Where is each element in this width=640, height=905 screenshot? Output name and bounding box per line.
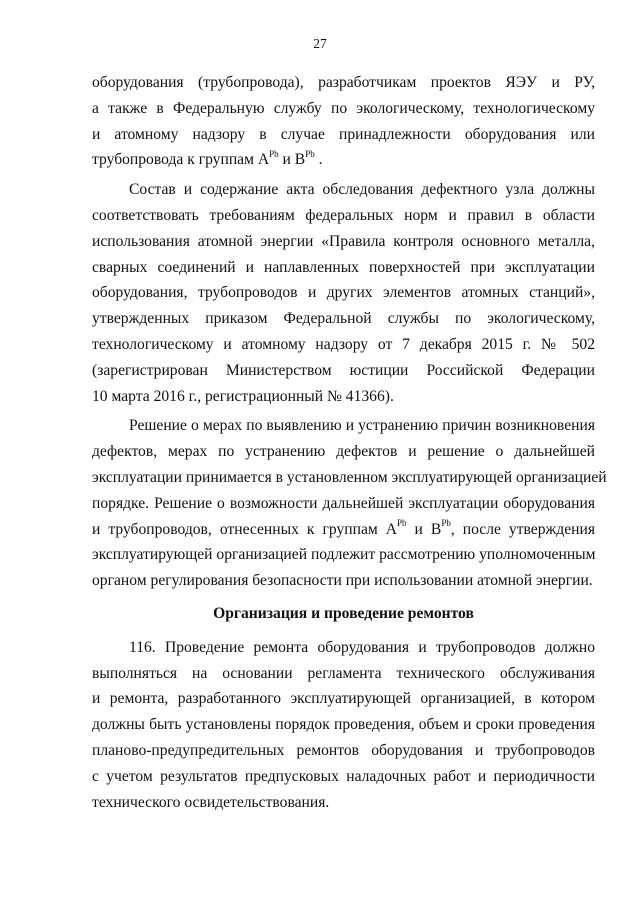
superscript: Pb [305,149,315,160]
superscript: Pb [441,518,451,529]
superscript: Pb [269,149,279,160]
text-line: сварных соединений и наплавленных поверхностей при эксплуатации [92,258,595,276]
text-line: выполняться на основании регламента технического обслуживания [92,664,595,682]
text-line: технологическому и атомному надзору от 7 декабря 2015 г. № 502 [92,335,595,353]
text-line: 116. Проведение ремонта оборудования и трубопроводов должно [129,638,595,656]
text-line: трубопровода к группам $A^{Pb}$ и $B^{Pb}$ . [92,149,323,169]
text-line: дефектов, мерах по устранению дефектов и решение о дальнейшей [92,443,595,461]
text-line: Состав и содержание акта обследования дефектного узла должны [129,181,595,199]
text-line: должны быть установлены порядок проведения, объем и сроки проведения [92,716,595,734]
text-line: планово-предупредительных ремонтов оборудования и трубопроводов [92,741,595,759]
text-line: использования атомной энергии «Правила контроля основного металла, [92,232,595,250]
text-line: (зарегистрирован Министерством юстиции Российской Федерации [92,361,595,379]
text-line: эксплуатации принимается в установленном эксплуатирующей организацией [92,468,607,486]
text-line: оборудования, трубопроводов и других элементов атомных станций», [92,284,595,302]
text-line: органом регулирования безопасности при использовании атомной энергии. [92,572,593,590]
text-line: технического освидетельствования. [92,793,330,811]
text-line: Решение о мерах по выявлению и устранению причин возникновения [129,417,595,435]
text-line: а также в Федеральную службу по экологическому, технологическому [92,99,595,117]
paragraph [92,177,595,409]
superscript: Pb [397,518,407,529]
paragraph [92,413,607,594]
paragraph [92,635,595,816]
text-line: оборудования (трубопровода), разработчикам проектов ЯЭУ и РУ, [92,74,595,91]
text-line: с учетом результатов предпусковых наладочных работ и периодичности [92,767,595,785]
text-line: и трубопроводов, отнесенных к группам $A^{Pb}$ и $B^{Pb}$, после утверждения [92,518,595,538]
page-number: 27 [313,36,327,51]
text-line: утвержденных приказом Федеральной службы по экологическому, [92,310,595,328]
text-line: эксплуатирующей организацией подлежит рассмотрению уполномоченным [92,546,596,564]
text-line: 10 марта 2016 г., регистрационный № 41366). [92,387,394,405]
section-heading: Организация и проведение ремонтов [213,604,474,622]
text-line: соответствовать требованиям федеральных норм и правил в области [92,206,595,224]
paragraph [92,70,595,173]
text-line: и ремонта, разработанного эксплуатирующей организацией, в котором [92,690,595,708]
document-body [92,70,607,815]
text-line: и атомному надзору в случае принадлежности оборудования или [92,125,595,143]
text-line: порядке. Решение о возможности дальнейшей эксплуатации оборудования [92,494,595,512]
